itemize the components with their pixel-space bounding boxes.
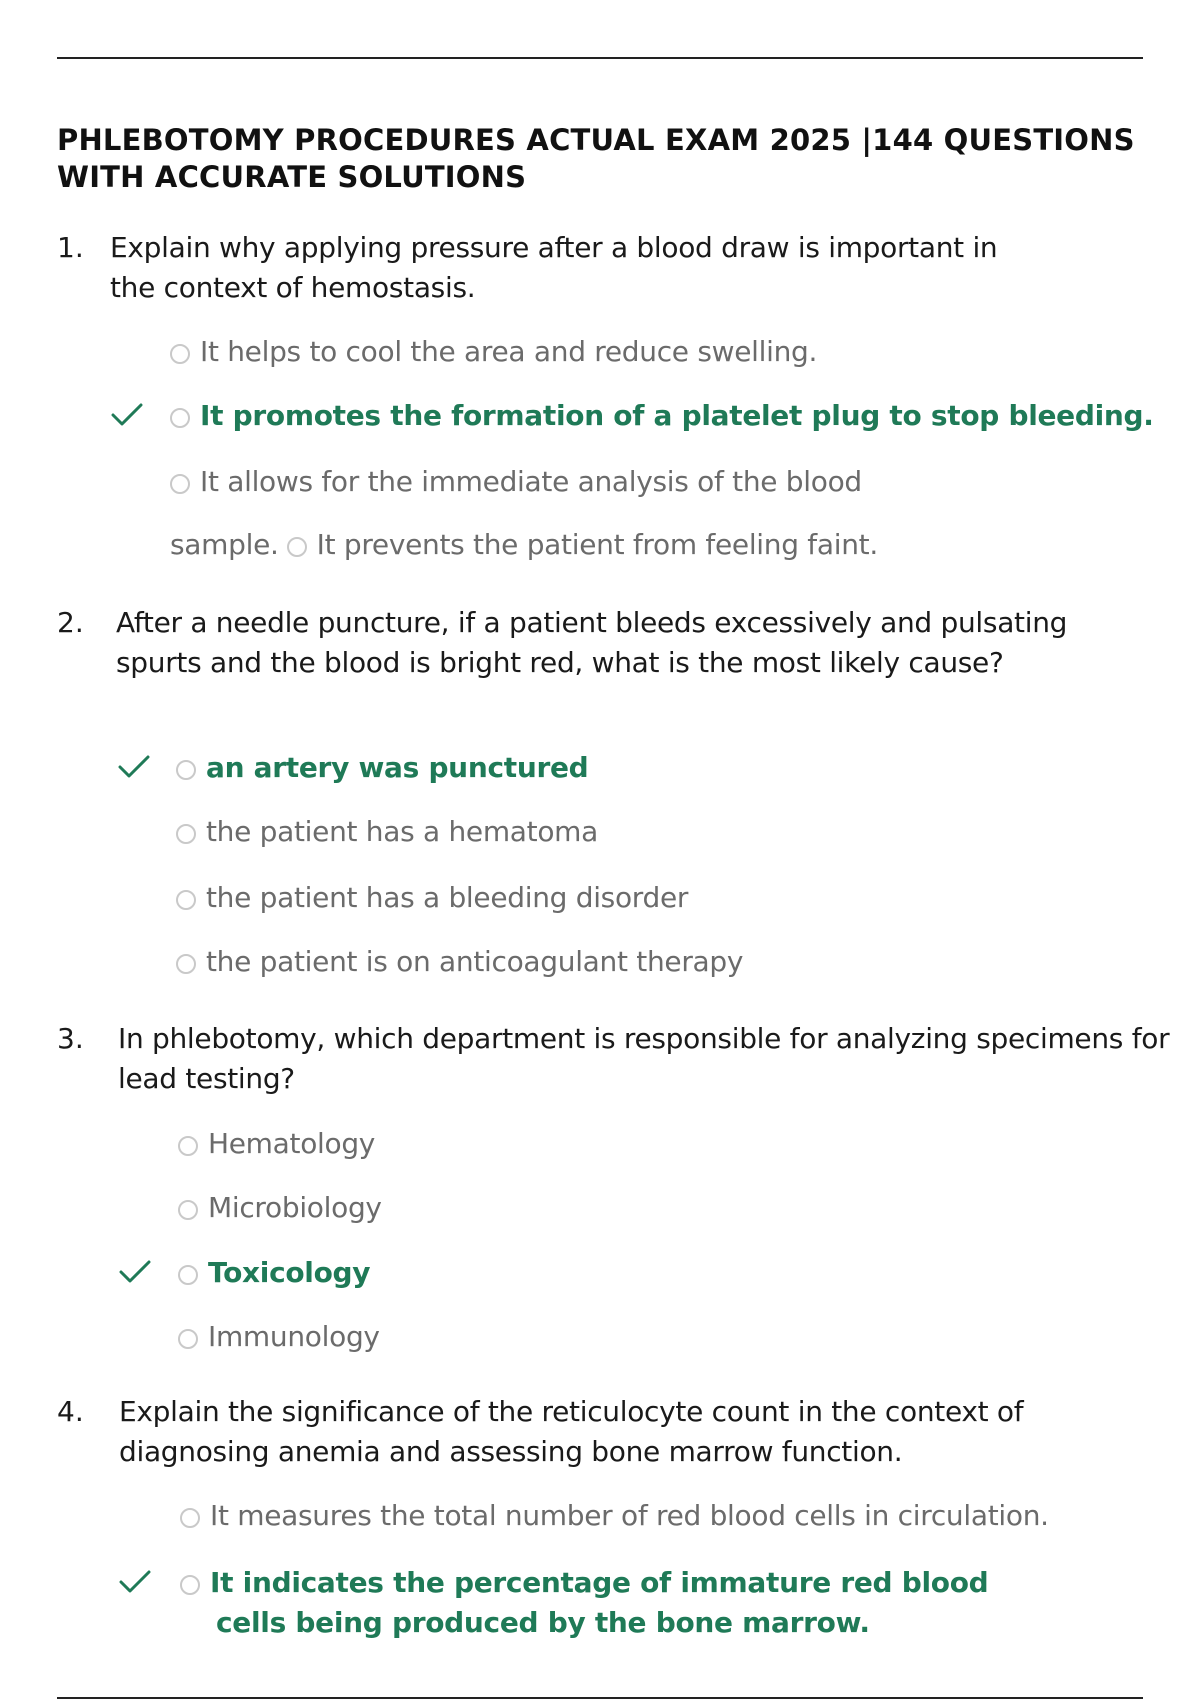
top-rule: [57, 57, 1143, 59]
answer-option-correct[interactable]: It indicates the percentage of immature red blood cells being produced by the bone marrow.: [180, 1563, 1056, 1643]
question-number: 4.: [57, 1395, 84, 1428]
answer-option[interactable]: the patient has a hematoma: [176, 812, 598, 852]
answer-option-correct[interactable]: an artery was punctured: [176, 748, 588, 788]
radio-icon[interactable]: [170, 344, 190, 364]
radio-icon[interactable]: [178, 1265, 198, 1285]
checkmark-icon: [110, 401, 144, 429]
radio-icon[interactable]: [180, 1575, 200, 1595]
answer-option-correct[interactable]: Toxicology: [178, 1253, 370, 1293]
answer-option[interactable]: Immunology: [178, 1317, 380, 1357]
answer-option[interactable]: Hematology: [178, 1124, 375, 1164]
radio-icon[interactable]: [176, 890, 196, 910]
answer-option[interactable]: It helps to cool the area and reduce swelling.: [170, 332, 817, 372]
question-text: In phlebotomy, which department is responsible for analyzing specimens for lead testing?: [118, 1022, 1170, 1095]
answer-option[interactable]: the patient has a bleeding disorder: [176, 878, 688, 918]
checkmark-icon: [117, 753, 151, 781]
answer-option[interactable]: It allows for the immediate analysis of the blood: [170, 462, 862, 502]
radio-icon[interactable]: [170, 408, 190, 428]
question-number: 2.: [57, 606, 84, 639]
radio-icon[interactable]: [176, 760, 196, 780]
answer-option[interactable]: sample. It prevents the patient from feeling faint.: [170, 528, 878, 561]
answer-option-correct[interactable]: It promotes the formation of a platelet plug to stop bleeding.: [170, 396, 1154, 436]
radio-icon[interactable]: [180, 1508, 200, 1528]
radio-icon[interactable]: [170, 474, 190, 494]
document-title: PHLEBOTOMY PROCEDURES ACTUAL EXAM 2025 |144 QUESTIONS WITH ACCURATE SOLUTIONS: [57, 123, 1135, 194]
question-text: Explain the significance of the reticulocyte count in the context of diagnosing anemia and assessing bone marrow function.: [119, 1395, 1024, 1468]
answer-option[interactable]: It measures the total number of red blood cells in circulation.: [180, 1496, 1049, 1536]
checkmark-icon: [118, 1258, 152, 1286]
radio-icon[interactable]: [176, 954, 196, 974]
question-number: 1.: [57, 231, 84, 264]
answer-option[interactable]: Microbiology: [178, 1188, 382, 1228]
question-text: Explain why applying pressure after a blood draw is important in the context of hemostasis.: [110, 231, 998, 304]
radio-icon[interactable]: [178, 1329, 198, 1349]
radio-icon[interactable]: [178, 1136, 198, 1156]
checkmark-icon: [118, 1568, 152, 1596]
question-number: 3.: [57, 1022, 84, 1055]
answer-option[interactable]: the patient is on anticoagulant therapy: [176, 942, 743, 982]
radio-icon[interactable]: [287, 537, 307, 557]
radio-icon[interactable]: [178, 1200, 198, 1220]
question-text: After a needle puncture, if a patient bleeds excessively and pulsating spurts and the blood is bright red, what is the most likely cause?: [116, 606, 1068, 679]
radio-icon[interactable]: [176, 824, 196, 844]
bottom-rule: [57, 1697, 1143, 1699]
